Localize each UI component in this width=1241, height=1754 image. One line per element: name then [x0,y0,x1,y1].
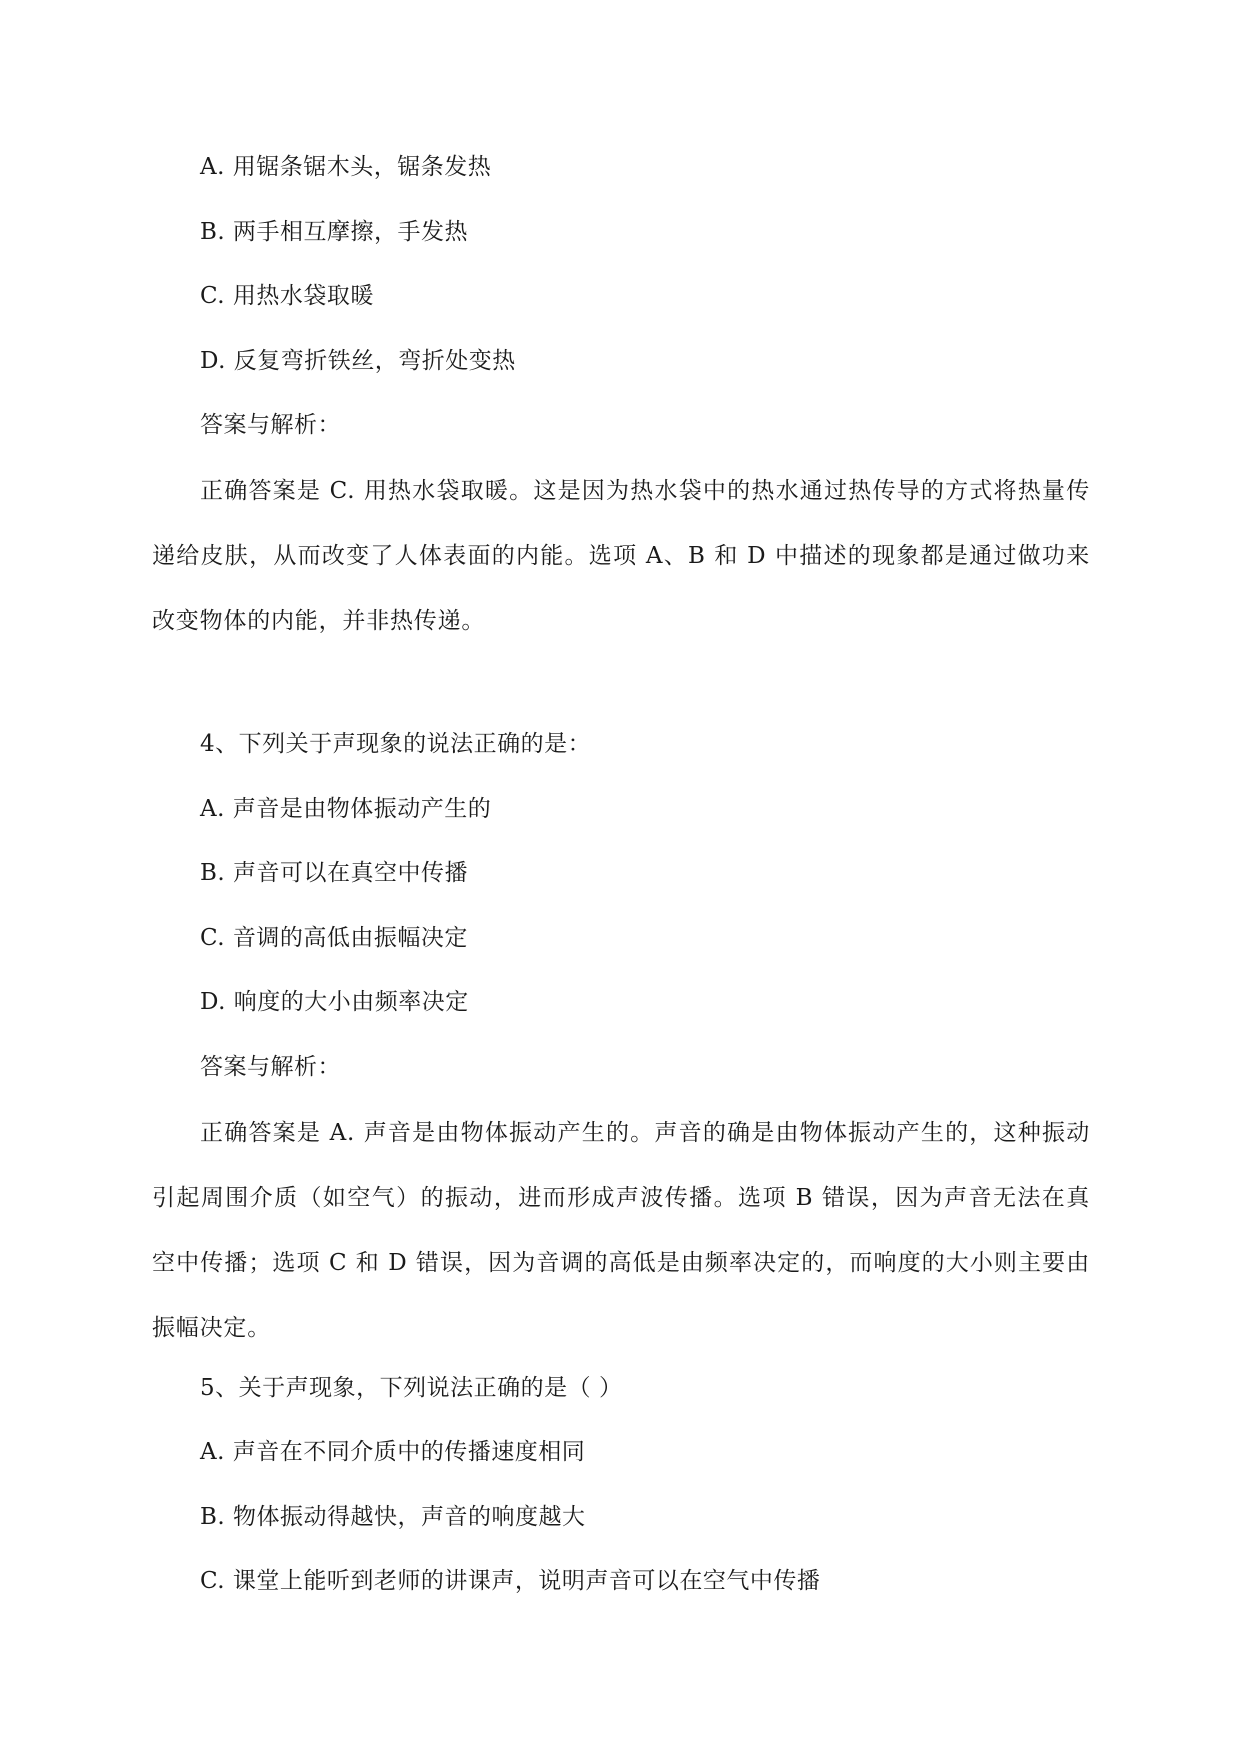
q5-question: 5、关于声现象，下列说法正确的是（ ） [200,1375,623,1401]
q4-answer-heading: 答案与解析： [200,1054,341,1080]
q4-option-d: D. 响度的大小由频率决定 [200,989,469,1015]
q4-answer-text: 正确答案是 A. 声音是由物体振动产生的。声音的确是由物体振动产生的，这种振动引起周围介质（如空气）的振动，进而形成声波传播。选项 B 错误，因为声音无法在真空中传播；选项 C 和 D 错误，因为音调的高低是由频率决定的，而响度的大小则主要由振幅决定。 [152,1120,1090,1341]
q4-question: 4、下列关于声现象的说法正确的是： [200,731,592,757]
q3-option-d: D. 反复弯折铁丝，弯折处变热 [200,348,516,374]
q5-option-c: C. 课堂上能听到老师的讲课声，说明声音可以在空气中传播 [200,1568,821,1594]
q3-option-a: A. 用锯条锯木头，锯条发热 [200,154,492,180]
q4-option-c: C. 音调的高低由振幅决定 [200,925,468,951]
q3-option-b: B. 两手相互摩擦，手发热 [200,219,469,245]
q5-option-a: A. 声音在不同介质中的传播速度相同 [200,1439,586,1465]
q3-answer-heading: 答案与解析： [200,412,341,438]
q3-answer-text: 正确答案是 C. 用热水袋取暖。这是因为热水袋中的热水通过热传导的方式将热量传递给皮肤，从而改变了人体表面的内能。选项 A、B 和 D 中描述的现象都是通过做功来改变物体的内能，并非热传递。 [152,478,1090,634]
q4-option-a: A. 声音是由物体振动产生的 [200,796,492,822]
q5-option-b: B. 物体振动得越快，声音的响度越大 [200,1504,586,1530]
q3-option-c: C. 用热水袋取暖 [200,283,374,309]
q4-option-b: B. 声音可以在真空中传播 [200,860,469,886]
